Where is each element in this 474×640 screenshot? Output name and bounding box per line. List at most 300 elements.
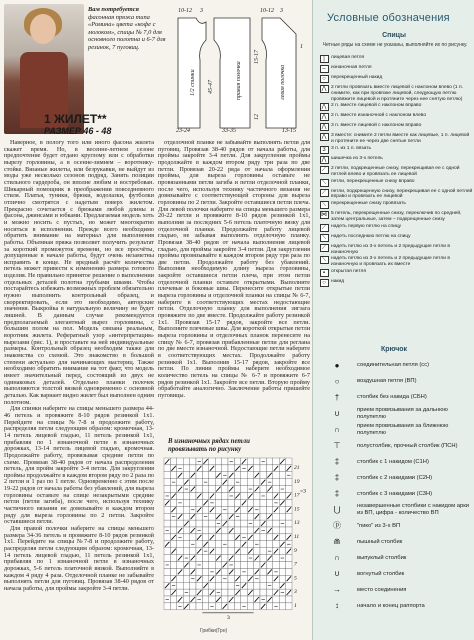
chart-repeat-label: 3 [227, 614, 230, 621]
chart-cell [241, 513, 247, 520]
knit-legend-item [317, 64, 473, 74]
crochet-legend-symbol-icon: † [334, 392, 340, 402]
crochet-legend-label: "пико" из 3-х ВП [357, 522, 401, 529]
chart-cell [260, 486, 266, 493]
schema-label-right-front: правая полочка [236, 61, 242, 100]
chart-cell [228, 541, 234, 548]
chart-cell [279, 548, 285, 555]
chart-cell [209, 472, 215, 479]
knit-legend-label: надеть первую петлю на спицу [331, 223, 402, 229]
chart-cell [190, 603, 196, 610]
chart-cell [228, 603, 234, 610]
chart-cell [266, 499, 272, 506]
chart-cell [279, 513, 285, 520]
crochet-legend-item [317, 422, 473, 436]
chart-cell [164, 555, 170, 562]
chart-cell [209, 555, 215, 562]
knit-legend-symbol-icon: ⟍ [317, 233, 331, 243]
knit-legend-symbol-icon: | [317, 54, 331, 64]
knit-legend-item [317, 145, 473, 155]
crochet-legend-label: прием провязывания за ближнюю полупетлю [357, 423, 449, 436]
chart-cell [228, 548, 234, 555]
chart-cell [164, 548, 170, 555]
knit-legend-item [317, 132, 473, 145]
knit-legend-symbol-icon: ▪ [317, 268, 331, 278]
chart-cell [215, 541, 221, 548]
chart-cell [177, 548, 183, 555]
knit-legend-label: перекрещенные снизу провязать [331, 201, 406, 207]
chart-cell [273, 458, 279, 465]
chart-cell [222, 486, 228, 493]
crochet-legend-item [317, 535, 473, 549]
schema-dim-armhole: 15-17 [254, 50, 260, 64]
chart-cell [273, 582, 279, 589]
chart-cell [260, 555, 266, 562]
chart-cell [260, 472, 266, 479]
chart-grid [164, 458, 292, 610]
chart-cell [241, 527, 247, 534]
chart-cell [266, 603, 272, 610]
knit-legend-symbol-icon: ⟋ [317, 188, 331, 198]
instructions-intro: Наверное, в пологу того или иного фасона жилета скажет время. Но, в весенне-летнем сезоне предпочтение будет отдано круглому или с обработки вырезу горловины, а в осенне-зимнем – воротнику-стойке. Вязаные жилеты, или безрукавки, не выйдут из моды уже несколько сезонов подряд. Занять позиции стильного гардероба, он вполне любим и востребован. Шикарный помощник в преображении повседневного стиля. Платья, туники, брюки, водолазки, футболки отлично смотрятся с надетым поверх жилетом. Прекрасно сочетается с брюками любой длины и фасона, джинсами и юбками. Предлагаемая модель хоть и можно носить с пустых, но может многократно носиться в исполнении. Прежде всего необходимо обратить внимание на материал для выполнения работы. Объемная пряжа позволяет получить результат за короткий промежуток времени, но все просчёты, допущенные в начале работы, будут очень незаметны исправить в конце. Не вредный расчёт количества петель может привести к изменению размера готового изделия. Не правильно принятое решение о выполнении отдельных деталей полотна грубыми швами. Чтобы постарайтесь избежать возможных проблем обязательно нужно выполнить контрольный образец, и скорректировать, если это необходимо, авторские значения. Выкройка в натуральную величину не будет лишней. В данным случае рекомендуется предполагаемый элегантный вырез горловины, с большим полом на пол. Модель связана реальным, воротник жилета. Рефератный узор «интерпретация» вырезами (рис. 1), и проставьте на ней индивидуальные размеры. Контрольный образец необходим также для знакомства со схемой. Это знакомство в большой степени актуально для начинающих мастериц. Также необходимо обратить внимание на тот факт, что модель имеет значительный перед, состоящий из двух не одинаковых деталей. Отдельно планки полочек выполняются толстой вязкой одновременно с основной деталью. Как вариант видно жилет был выполнен одним полотном. [4, 140, 154, 406]
chart-cell [279, 472, 285, 479]
chart-cell [215, 582, 221, 589]
chart-row-number: 19 [294, 478, 300, 485]
knit-legend-symbol-icon: ⋀ [317, 102, 331, 112]
chart-cell [222, 582, 228, 589]
knit-legend-label: 5 петель, перекрещенные снизу, переключив по средней, затем центральные, затем – подкрещенные снизу [331, 211, 462, 222]
knit-legend-item [317, 74, 473, 84]
knit-legend-label: 2 петли, подкрещенные снизу, перекрещивая ее с одной петлей влево и провязать ее лицевой [331, 165, 460, 177]
knit-legend-label: 2 п. вместе изнаночной с наклоном влево [331, 113, 427, 119]
chart-cell [215, 548, 221, 555]
chart-cell [215, 534, 221, 541]
model-size: РАЗМЕР 46 - 48 [44, 126, 112, 136]
crochet-legend-symbol-icon: ‡ [334, 488, 340, 498]
chart-cell [247, 541, 253, 548]
chart-cell [273, 520, 279, 527]
chart-cell [260, 548, 266, 555]
chart-cell [164, 589, 170, 596]
chart-cell [228, 520, 234, 527]
knit-legend-label: перекрещенный накид [331, 75, 383, 80]
chart-cell [260, 499, 266, 506]
chart-cell [222, 499, 228, 506]
schema-top-2: 3 [200, 8, 203, 14]
chart-cell [183, 568, 189, 575]
chart-cell [286, 513, 292, 520]
schema-dim-rib: 12 [254, 114, 260, 120]
crochet-legend-label: место соединения [357, 586, 407, 593]
chart-row-number: 1 [294, 603, 297, 610]
chart-cell [273, 527, 279, 534]
chart-row-number: 13 [294, 520, 300, 527]
legend-knit-heading: Спицы [382, 32, 406, 39]
knit-legend-symbol-icon: ⋀ [317, 132, 331, 142]
chart-cell [215, 465, 221, 472]
chart-cell [196, 513, 202, 520]
chart-cell [183, 575, 189, 582]
chart-cell [209, 520, 215, 527]
knit-legend-label: петли, перекрещенные снизу вправо [331, 178, 415, 184]
chart-cell [266, 534, 272, 541]
crochet-legend-item [317, 374, 473, 388]
chart-cell [273, 541, 279, 548]
chart-cell [170, 527, 176, 534]
chart-cell [164, 513, 170, 520]
chart-row-number: 7 [294, 561, 297, 568]
chart-cell [202, 603, 208, 610]
schema-right-front [214, 18, 250, 128]
crochet-legend-symbol-icon: ⓟ [333, 521, 341, 531]
chart-cell [202, 568, 208, 575]
chart-cell [164, 534, 170, 541]
chart-cell [228, 534, 234, 541]
crochet-legend-item [317, 502, 473, 516]
chart-cell [202, 520, 208, 527]
chart-cell [241, 555, 247, 562]
chart-cell [164, 486, 170, 493]
chart-cell [286, 527, 292, 534]
chart-cell [228, 575, 234, 582]
chart-cell [202, 562, 208, 569]
knit-legend-item [317, 268, 473, 278]
chart-cell [273, 596, 279, 603]
chart-cell [228, 582, 234, 589]
chart-cell [286, 520, 292, 527]
chart-cell [196, 568, 202, 575]
chart-cell [286, 458, 292, 465]
knit-legend-symbol-icon: 3 [317, 145, 331, 155]
crochet-legend-symbol-icon: ⋃ [333, 504, 341, 514]
chart-cell [183, 513, 189, 520]
crochet-legend-label: прием провязывания за дальнюю полупетлю [357, 407, 448, 420]
knit-legend-symbol-icon: ⟍ [317, 255, 331, 265]
knit-legend-symbol-icon: ○ [317, 278, 331, 288]
chart-cell [222, 555, 228, 562]
crochet-legend-item [317, 390, 473, 404]
chart-cell [222, 534, 228, 541]
schema-bottom-1: 23-24 [176, 128, 190, 134]
schema-side-dim: 1 [300, 44, 303, 50]
chart-cell [209, 479, 215, 486]
chart-cell [247, 596, 253, 603]
chart-cell [260, 582, 266, 589]
chart-cell [196, 486, 202, 493]
materials-heading: Вам потребуется [88, 6, 139, 13]
chart-cell [279, 465, 285, 472]
chart-cell [190, 562, 196, 569]
chart-cell [177, 562, 183, 569]
knit-legend-label: открытая петля [331, 268, 366, 274]
chart-cell [170, 520, 176, 527]
knit-legend-item [317, 188, 473, 201]
crochet-legend-label: выпуклый столбик [357, 554, 407, 561]
chart-cell [254, 603, 260, 610]
chart-cell [190, 589, 196, 596]
chart-cell [254, 458, 260, 465]
chart-cell [286, 562, 292, 569]
chart-cell [164, 465, 170, 472]
schema-bottom-2: 33-35 [222, 128, 236, 134]
chart-cell [254, 562, 260, 569]
chart-cell [254, 499, 260, 506]
chart-cell [170, 596, 176, 603]
chart-cell [279, 596, 285, 603]
chart-cell [241, 562, 247, 569]
chart-cell [234, 555, 240, 562]
instructions-column-1 [4, 140, 154, 638]
chart-cell [254, 582, 260, 589]
chart-cell [164, 472, 170, 479]
chart-cell [177, 493, 183, 500]
chart-cell [177, 520, 183, 527]
chart-cell [254, 493, 260, 500]
crochet-legend-item [317, 599, 473, 613]
knit-legend-symbol-icon: ⟍ [317, 178, 331, 188]
chart-cell [164, 603, 170, 610]
crochet-legend-symbol-icon: ‡ [334, 472, 340, 482]
chart-cell [190, 499, 196, 506]
crochet-legend-symbol-icon: ∩ [334, 424, 340, 434]
chart-cell [170, 458, 176, 465]
chart-cell [234, 486, 240, 493]
knit-legend-symbol-icon: – [317, 64, 331, 74]
chart-cell [260, 568, 266, 575]
instructions-back: Для спинки наберите на спицы меньшего размера 44-46 петель и провяжите 8-10 рядов резинкой 1х1. Перейдите на спицы №7-8 и продолжите работу, распределяя петли следующим образом: кромочная, 13-14 петель лицевой гладью, 11 петель резинкой 1х1, прибавляя по 1 изнаночной петле в изнаночных дорожках, 13-14 петель лицевой гладью, кромочная. Продолжайте работу, провязывая средние петли по схеме. Провязав 38-40 рядов от начала распределения петель, для пройм закройте 3-4 петли. Для закругления проймы продолжайте в каждом втором ряду по 2 раза по 2 петли и 1 раз по 1 петле. Одновременно с этим после 19-22 рядов от начала работы без убавлений, для выреза горловины оставьте на спице незакрытыми средние петли (петли загиба), после чего, используя технику частичного вязания не довязывайте в каждом втором ряду для выреза горловины по 2 петли. Закройте оставшиеся петли. [4, 405, 154, 526]
chart-cell [209, 596, 215, 603]
chart-cell [190, 520, 196, 527]
knit-legend-item [317, 155, 473, 165]
chart-cell [202, 575, 208, 582]
knit-legend-label: 3 вместе: снимите 2 петли вместе как лицевые, 1 п. лицевой и протяните ее через две снятые петли [331, 133, 470, 145]
chart-cell [215, 575, 221, 582]
chart-cell [247, 479, 253, 486]
chart-cell [273, 562, 279, 569]
chart-cell [266, 589, 272, 596]
chart-cell [177, 582, 183, 589]
chart-cell [228, 506, 234, 513]
chart-cell [196, 555, 202, 562]
knit-legend-symbol-icon: ⋀ [317, 122, 331, 132]
knit-legend-label: 2 п. вместе лицевой с наклоном вправо [331, 103, 422, 109]
crochet-legend-item [317, 470, 473, 484]
crochet-legend-label: незавершенные столбики с накидом арки из ВП, цифра - количество ВП [357, 503, 469, 516]
chart-cell [209, 562, 215, 569]
chart-row-number: 11 [294, 534, 300, 541]
chart-cell [241, 479, 247, 486]
schema-top-3: 10-12 [260, 8, 274, 14]
crochet-legend-item [317, 406, 473, 420]
chart-cell [190, 582, 196, 589]
knitting-chart [162, 456, 310, 622]
chart-cell [202, 506, 208, 513]
chart-cell [170, 562, 176, 569]
chart-cell [266, 541, 272, 548]
crochet-legend-symbol-icon: ∪ [334, 569, 340, 579]
chart-cell [202, 465, 208, 472]
chart-cell [164, 575, 170, 582]
knit-legend-label: лицевая петля [331, 55, 365, 60]
chart-cell [164, 479, 170, 486]
chart-cell [254, 589, 260, 596]
chart-cell [247, 513, 253, 520]
chart-cell [222, 568, 228, 575]
chart-cell [247, 582, 253, 589]
knit-legend-item [317, 233, 473, 243]
chart-cell [183, 465, 189, 472]
model-title [44, 112, 164, 136]
chart-cell [209, 582, 215, 589]
schema-top-1: 10-12 [178, 8, 192, 14]
chart-cell [222, 493, 228, 500]
chart-cell [202, 534, 208, 541]
crochet-legend-label: столбик с 3 накидами (С3Н) [357, 490, 433, 497]
chart-cell [190, 458, 196, 465]
chart-cell [170, 603, 176, 610]
knit-legend-item [317, 210, 473, 223]
crochet-legend-symbol-icon: ∪ [334, 408, 340, 418]
chart-cell [196, 499, 202, 506]
chart-cell [196, 541, 202, 548]
chart-cell [177, 541, 183, 548]
chart-marker: =3 [300, 488, 306, 495]
knit-legend-item [317, 122, 473, 132]
chart-cell [234, 568, 240, 575]
chart-cell [183, 458, 189, 465]
chart-cell [202, 527, 208, 534]
chart-cell [183, 534, 189, 541]
knit-legend-list [317, 54, 473, 288]
chart-cell [215, 603, 221, 610]
chart-cell [273, 479, 279, 486]
chart-cell [170, 541, 176, 548]
schema-label-left-front: левая полочка [280, 64, 286, 100]
legend-knit-note: Четные ряды на схеме не указаны, выполняйте их по рисунку. [322, 42, 468, 48]
chart-cell [215, 506, 221, 513]
chart-cell [183, 527, 189, 534]
crochet-legend-label: столбик с 1 накидом (С1Н) [357, 458, 429, 465]
chart-cell [170, 486, 176, 493]
chart-cell [241, 575, 247, 582]
crochet-legend-list [317, 358, 473, 615]
legend-crochet-heading: Крючок [380, 346, 408, 353]
chart-cell [286, 582, 292, 589]
chart-cell [234, 520, 240, 527]
knit-legend-item [317, 223, 473, 233]
crochet-legend-label: столбик без накида (СБН) [357, 394, 427, 401]
chart-cell [209, 513, 215, 520]
chart-cell [260, 589, 266, 596]
chart-cell [183, 472, 189, 479]
chart-cell [234, 458, 240, 465]
crochet-legend-symbol-icon: ○ [334, 376, 340, 386]
chart-cell [190, 465, 196, 472]
knit-legend-item [317, 84, 473, 102]
knit-legend-label: изнаночная петля [331, 65, 372, 70]
chart-cell [241, 486, 247, 493]
knit-legend-label: накид [331, 278, 345, 284]
crochet-legend-item [317, 454, 473, 468]
chart-cell [273, 513, 279, 520]
instructions-right-front: Для правой полочки наберите на спицы меньшего размера 34-36 петель и провяжите 8-10 рядов резинкой 1х1. Перейдите на спицы №7-8 и продолжите работу, распределяя петли следующим образом: кромочная, 13-14 петель лицевой гладью, 11 петель резинкой 1х1, прибавляя по 1 изнаночной петле в изнаночных дорожках, 5-6 петель платочной вязкой. Выполняйте в каждом 4 ряду 4 раза. Отделочной планке не забывайте выполнять петли для пуговиц. Провязав 38-40 рядов от начала работы, для проймы закройте 3-4 петли. [4, 525, 154, 592]
knit-legend-label: шишечка из 3-х петель [331, 155, 383, 161]
chart-cell [279, 479, 285, 486]
chart-cell [247, 603, 253, 610]
chart-cell [164, 506, 170, 513]
chart-cell [286, 568, 292, 575]
chart-cell [234, 541, 240, 548]
chart-cell [254, 548, 260, 555]
chart-cell [279, 575, 285, 582]
chart-cell [170, 472, 176, 479]
chart-cell [170, 555, 176, 562]
page-footer: Грибки(Грн) [200, 628, 228, 634]
chart-cell [183, 582, 189, 589]
chart-cell [279, 568, 285, 575]
chart-cell [279, 493, 285, 500]
crochet-legend-item [317, 583, 473, 597]
chart-cell [279, 534, 285, 541]
knit-legend-label: 2 петли провязать вместе лицевой с наклоном влево (1 п. снимите, как при провязке лицевой, следующую петлю провяжите лицевой и протяните через нее снятую петлю) [331, 85, 463, 102]
crochet-legend-label: начало и конец раппорта [357, 602, 425, 609]
chart-cell [266, 562, 272, 569]
knit-legend-symbol-icon: ⟋ [317, 223, 331, 233]
knit-legend-symbol-icon: ⟋ [317, 165, 331, 175]
knit-legend-label: 3 п. вместе лицевой с наклоном вправо [331, 123, 422, 129]
chart-cell [183, 506, 189, 513]
chart-cell [183, 499, 189, 506]
chart-row-number: 3 [294, 589, 297, 596]
instructions-finishing: отделочной планке не забывайте выполнять петли для пуговиц. Провязав 38-40 рядов от начала работы, для проймы закройте 3-4 петли. Для закругления проймы продолжайте в каждом втором ряду три раза по две петли. Провязав 20-22 ряда от начала оформления проймы, для выреза горловины оставьте не провязанными петли загиба и петли отделочной планки, после чего, используя технику частичного вязания не довязывайте с соответствующей стороны для выреза горловины по 2 петли. Закройте оставшиеся петли плеча. Для левой полочки наберите на спицы меньшего размера 20-22 петли и провяжите 8-10 рядов резинкой 1х1, выполнив за последних 5-6 петель платочную вязку для отделочной планки. Продолжайте работу лицевой гладью, не забывая выполнять отделочную планку. Провязав 38-40 рядов от начала выполнения лицевой гладью, для проймы закройте 3-4 петли. Для закругления проймы провязывайте в каждом втором ряду три раза по две петли. Продолжайте работу без убавлений. Выполнив необходимую длину выреза горловины, закройте оставшиеся петли плеча, при этом петли отделочной планки оставьте открытыми. Выполните плечевые и боковые швы. Перенесите открытые петли выреза горловины и отделочной планки на спицы № 6-7, наберите в соответствующих местах недостающие петли. Отделочную планку для выполнения зигзага провяжите по две вместе. Продолжайте работу резинкой 1х1. Провязав 15-17 рядов, закройте все петли. Выполните плечевые швы. Для короткой открытые петли выреза горловины и отделочных планок перенесите на спицу № 6-7, провязав прибавленные петли для реглана по две вместе изнаночной. Недостающие петли наберите в соответствующих местах. Продолжайте работу резинкой 1х1. Выполнив 15-17 рядов, закройте все петли. По линии проймы наберите необходимое количество петель на спицы № 6-7 и провяжите 6-7 рядов резинкой 1х1. Закройте все петли. Вторую пройму обработайте аналогично. Заключение работы пришейте пуговицы. [158, 140, 310, 399]
chart-cell [286, 486, 292, 493]
crochet-legend-symbol-icon: ∩ [334, 553, 340, 563]
chart-cell [190, 548, 196, 555]
chart-cell [222, 548, 228, 555]
chart-cell [190, 493, 196, 500]
chart-cell [215, 562, 221, 569]
chart-cell [222, 458, 228, 465]
chart-cell [228, 465, 234, 472]
crochet-legend-item [317, 438, 473, 452]
chart-cell [234, 472, 240, 479]
chart-cell [260, 541, 266, 548]
chart-cell [234, 527, 240, 534]
crochet-legend-label: столбик с 2 накидами (С2Н) [357, 474, 433, 481]
knit-legend-item [317, 165, 473, 178]
crochet-legend-symbol-icon: ‡ [334, 456, 340, 466]
chart-cell [209, 486, 215, 493]
knit-legend-symbol-icon: ⋀ [317, 112, 331, 122]
chart-cell [170, 499, 176, 506]
chart-cell [260, 465, 266, 472]
chart-cell [279, 527, 285, 534]
chart-cell [286, 479, 292, 486]
chart-cell [266, 506, 272, 513]
crochet-legend-item [317, 358, 473, 372]
chart-row-number: 5 [294, 575, 297, 582]
chart-cell [164, 520, 170, 527]
chart-cell [241, 506, 247, 513]
schema-bottom-3: 13-15 [282, 128, 296, 134]
knit-legend-label: петли, подкрещенную снизу, перекрещивая ее с одной петлей вправо и провязать ее лицевой [331, 188, 473, 200]
knit-legend-item [317, 54, 473, 64]
knit-legend-symbol-icon: ⋀ [317, 155, 331, 165]
chart-cell [266, 575, 272, 582]
chart-cell [202, 589, 208, 596]
materials-body: фасонная пряжа типа «Ромина» цвета «кофе с молоком», спицы № 7,0 для основного полотна и 6-7 для резинок, 7 пуговиц. [88, 13, 166, 51]
chart-cell [196, 582, 202, 589]
